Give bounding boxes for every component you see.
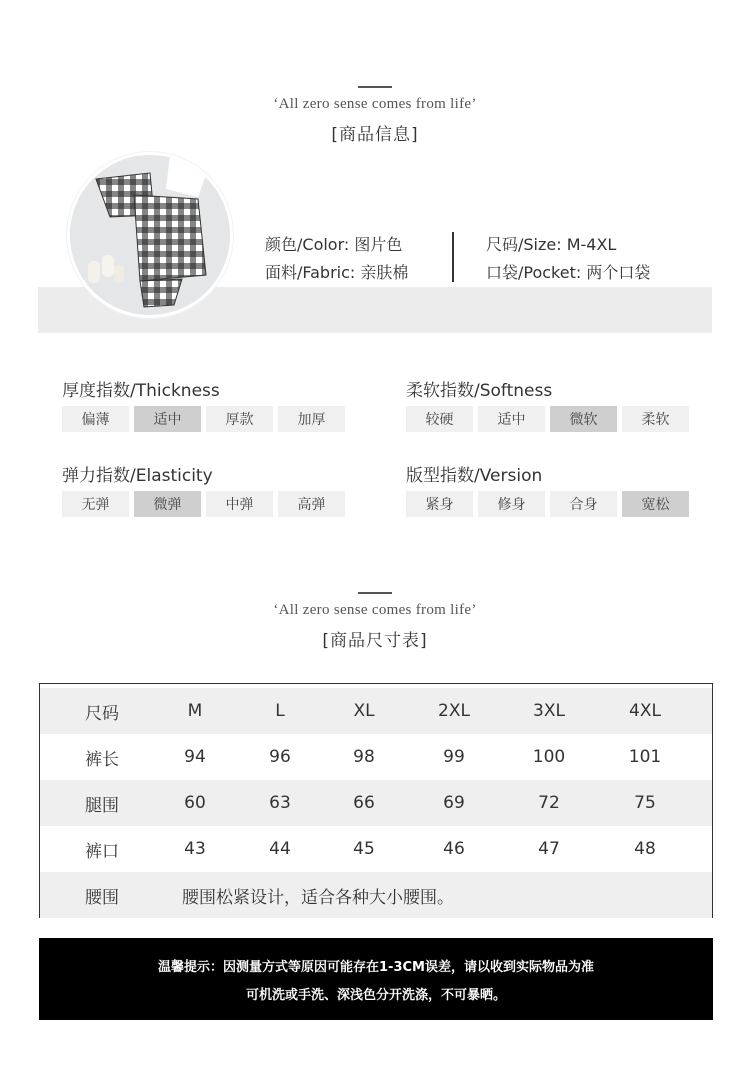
info-color: 颜色/Color: 图片色 — [265, 235, 403, 254]
table-cell: 94 — [184, 747, 206, 767]
tip-line-1: 温馨提示：因测量方式等原因可能存在1-3CM误差，请以收到实际物品为准 — [158, 959, 594, 975]
version-option: 紧身 — [406, 491, 473, 517]
info-separator — [452, 232, 454, 282]
version-option: 合身 — [550, 491, 617, 517]
table-cell: 裤口 — [85, 841, 119, 862]
thickness-option: 加厚 — [278, 406, 345, 432]
slogan: ‘All zero sense comes from life’ — [273, 96, 477, 112]
table-row-waist — [40, 872, 712, 918]
table-cell: 101 — [628, 747, 662, 767]
thickness-title: 厚度指数/Thickness — [62, 381, 220, 401]
size-table — [39, 683, 713, 918]
info-pocket: 口袋/Pocket: 两个口袋 — [486, 263, 651, 282]
header-cell: 3XL — [533, 701, 565, 721]
info-size: 尺码/Size: M-4XL — [486, 235, 617, 254]
waist-note: 腰围松紧设计，适合各种大小腰围。 — [182, 887, 454, 908]
elasticity-title: 弹力指数/Elasticity — [62, 466, 213, 486]
table-cell: 69 — [443, 793, 465, 813]
table-cell: 96 — [269, 747, 291, 767]
table-cell: 63 — [269, 793, 291, 813]
table-header-row — [40, 688, 712, 734]
softness-option: 较硬 — [406, 406, 473, 432]
table-cell: 98 — [353, 747, 375, 767]
version-options — [406, 491, 689, 517]
thickness-option: 厚款 — [206, 406, 273, 432]
size-divider — [358, 592, 392, 594]
version-title: 版型指数/Version — [406, 466, 543, 486]
table-cell: 66 — [353, 793, 375, 813]
table-cell: 47 — [538, 839, 560, 859]
thickness-option-selected: 适中 — [134, 406, 201, 432]
table-row — [40, 780, 712, 826]
table-cell: 45 — [353, 839, 375, 859]
table-cell: 60 — [184, 793, 206, 813]
elasticity-option: 中弹 — [206, 491, 273, 517]
table-cell: 75 — [634, 793, 656, 813]
elasticity-option: 高弹 — [278, 491, 345, 517]
header-cell: L — [275, 701, 285, 721]
softness-option: 适中 — [478, 406, 545, 432]
thickness-option: 偏薄 — [62, 406, 129, 432]
product-image — [67, 152, 233, 318]
table-row — [40, 826, 712, 872]
header-cell: 4XL — [629, 701, 661, 721]
thickness-options — [62, 406, 345, 432]
table-cell: 44 — [269, 839, 291, 859]
elasticity-option-selected: 微弹 — [134, 491, 201, 517]
section-title-product-info: [商品信息] — [331, 125, 419, 145]
table-row — [40, 734, 712, 780]
header-cell: M — [187, 701, 203, 721]
version-option-selected: 宽松 — [622, 491, 689, 517]
tip-line-2: 可机洗或手洗、深浅色分开洗涤，不可暴晒。 — [245, 987, 506, 1003]
table-cell: 43 — [184, 839, 206, 859]
table-cell: 腿围 — [85, 795, 119, 816]
header-cell: 尺码 — [85, 703, 119, 724]
table-cell: 48 — [634, 839, 656, 859]
table-cell: 46 — [443, 839, 465, 859]
table-cell: 腰围 — [85, 887, 119, 908]
elasticity-options — [62, 491, 345, 517]
table-cell: 100 — [532, 747, 566, 767]
table-cell: 72 — [538, 793, 560, 813]
table-cell: 裤长 — [85, 749, 119, 770]
version-option: 修身 — [478, 491, 545, 517]
table-cell: 99 — [443, 747, 465, 767]
softness-title: 柔软指数/Softness — [406, 381, 553, 401]
section-title-size-chart: [商品尺寸表] — [322, 631, 428, 651]
info-fabric: 面料/Fabric: 亲肤棉 — [265, 263, 409, 282]
size-slogan: ‘All zero sense comes from life’ — [273, 602, 477, 618]
plaid-pants-image — [70, 155, 233, 318]
elasticity-option: 无弹 — [62, 491, 129, 517]
softness-option: 柔软 — [622, 406, 689, 432]
softness-option-selected: 微软 — [550, 406, 617, 432]
softness-options — [406, 406, 689, 432]
header-cell: 2XL — [438, 701, 470, 721]
tip-box — [39, 938, 713, 1020]
top-divider — [358, 86, 392, 88]
header-cell: XL — [353, 701, 375, 721]
